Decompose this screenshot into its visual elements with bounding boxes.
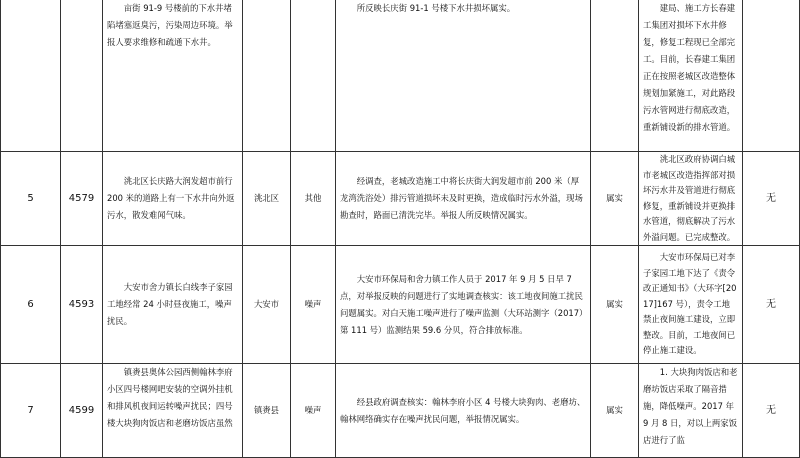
action-cell bbox=[639, 364, 743, 458]
finding-cell: 属实 bbox=[591, 152, 639, 246]
district-cell: 镇赉县 bbox=[243, 364, 291, 458]
complaint-cell bbox=[103, 152, 243, 246]
investigation-cell bbox=[336, 0, 591, 152]
table-row bbox=[1, 364, 800, 458]
investigation-cell bbox=[336, 246, 591, 364]
investigation-text: 大安市环保局和舍力镇工作人员于 2017 年 9 月 5 日早 7 点，对举报反映的问题进行了实地调查核实：该工地夜间施工扰民问题属实。对白天施工噪声进行了噪声监测（大环站测字（2017）第 111 号）监测结果 59.6 分贝，符合排放标准。 bbox=[340, 273, 584, 335]
district-cell: 洮北区 bbox=[243, 152, 291, 246]
finding-cell bbox=[591, 0, 639, 152]
complaint-cell bbox=[103, 0, 243, 152]
complaint-text: 亩街 91-9 号楼前的下水井堵陷堵塞返臭污，污染周边环境。举报人要求维修和疏通下水井。 bbox=[107, 3, 233, 47]
category-cell: 噪声 bbox=[291, 246, 336, 364]
seq-cell bbox=[1, 0, 61, 152]
investigation-cell bbox=[336, 152, 591, 246]
complaint-text: 大安市舍力镇长白线李子家园工地经常 24 小时昼夜施工，噪声扰民。 bbox=[107, 282, 233, 326]
id-cell: 4599 bbox=[61, 364, 103, 458]
accountability-cell: 无 bbox=[743, 364, 800, 458]
accountability-cell: 无 bbox=[743, 152, 800, 246]
id-cell bbox=[61, 0, 103, 152]
complaint-text: 镇赉县奥体公园西侧翰林李府小区四号楼网吧安装的空调外挂机和排风机夜间运转噪声扰民；四号楼大块狗肉饭店和老磨坊饭店虽然 bbox=[107, 367, 233, 428]
investigation-cell bbox=[336, 364, 591, 458]
finding-cell: 属实 bbox=[591, 246, 639, 364]
district-cell bbox=[243, 0, 291, 152]
action-text: 洮北区政府协调白城市老城区改造指挥部对损坏污水井及管道进行彻底修复，重新铺设并更换排水管道，彻底解决了污水外溢问题。已完成整改。 bbox=[643, 154, 736, 242]
action-text: 大安市环保局已对李子家园工地下达了《责令改正通知书》（大环字[2017]167 号），责令工地禁止夜间施工建设，立即整改。目前，工地夜间已停止施工建设。 bbox=[643, 252, 737, 356]
id-cell: 4579 bbox=[61, 152, 103, 246]
action-cell bbox=[639, 0, 743, 152]
category-cell: 其他 bbox=[291, 152, 336, 246]
complaint-text: 洮北区长庆路大润发超市前行 200 米的道路上有一下水井向外返污水，散发难闻气味。 bbox=[107, 176, 235, 220]
accountability-cell bbox=[743, 0, 800, 152]
category-cell bbox=[291, 0, 336, 152]
investigation-text: 经县政府调查核实：翰林李府小区 4 号楼大块狗肉、老磨坊、翰林网络确实存在噪声扰民问题，举报情况属实。 bbox=[340, 396, 586, 424]
category-cell: 噪声 bbox=[291, 364, 336, 458]
table-row bbox=[1, 0, 800, 152]
table-row bbox=[1, 246, 800, 364]
action-text: 1. 大块狗肉饭店和老磨坊饭店采取了隔音措施，降低噪声。2017 年 9 月 8 日，对以上两家饭店进行了监 bbox=[643, 367, 738, 445]
id-cell: 4593 bbox=[61, 246, 103, 364]
finding-cell: 属实 bbox=[591, 364, 639, 458]
table-row bbox=[1, 152, 800, 246]
action-cell bbox=[639, 246, 743, 364]
action-text: 建局、施工方长春建工集团对损坏下水井修复，修复工程现已全部完工。目前，长春建工集团正在按照老城区改造整体规划加紧施工，对此路段污水管网进行彻底改造，重新铺设新的排水管道。 bbox=[643, 3, 736, 132]
investigation-text: 所反映长庆街 91-1 号楼下水井损坏属实。 bbox=[356, 3, 516, 13]
investigation-text: 经调查，老城改造施工中将长庆街大润发超市前 200 米（厚龙湾洗浴处）排污管道损坏未及时更换，造成临时污水外溢，现场勘查时，路面已清洗完毕。举报人所反映情况属实。 bbox=[340, 176, 583, 220]
seq-cell: 7 bbox=[1, 364, 61, 458]
accountability-cell: 无 bbox=[743, 246, 800, 364]
action-cell bbox=[639, 152, 743, 246]
district-cell: 大安市 bbox=[243, 246, 291, 364]
seq-cell: 6 bbox=[1, 246, 61, 364]
seq-cell: 5 bbox=[1, 152, 61, 246]
complaint-cell bbox=[103, 246, 243, 364]
complaint-cell bbox=[103, 364, 243, 458]
